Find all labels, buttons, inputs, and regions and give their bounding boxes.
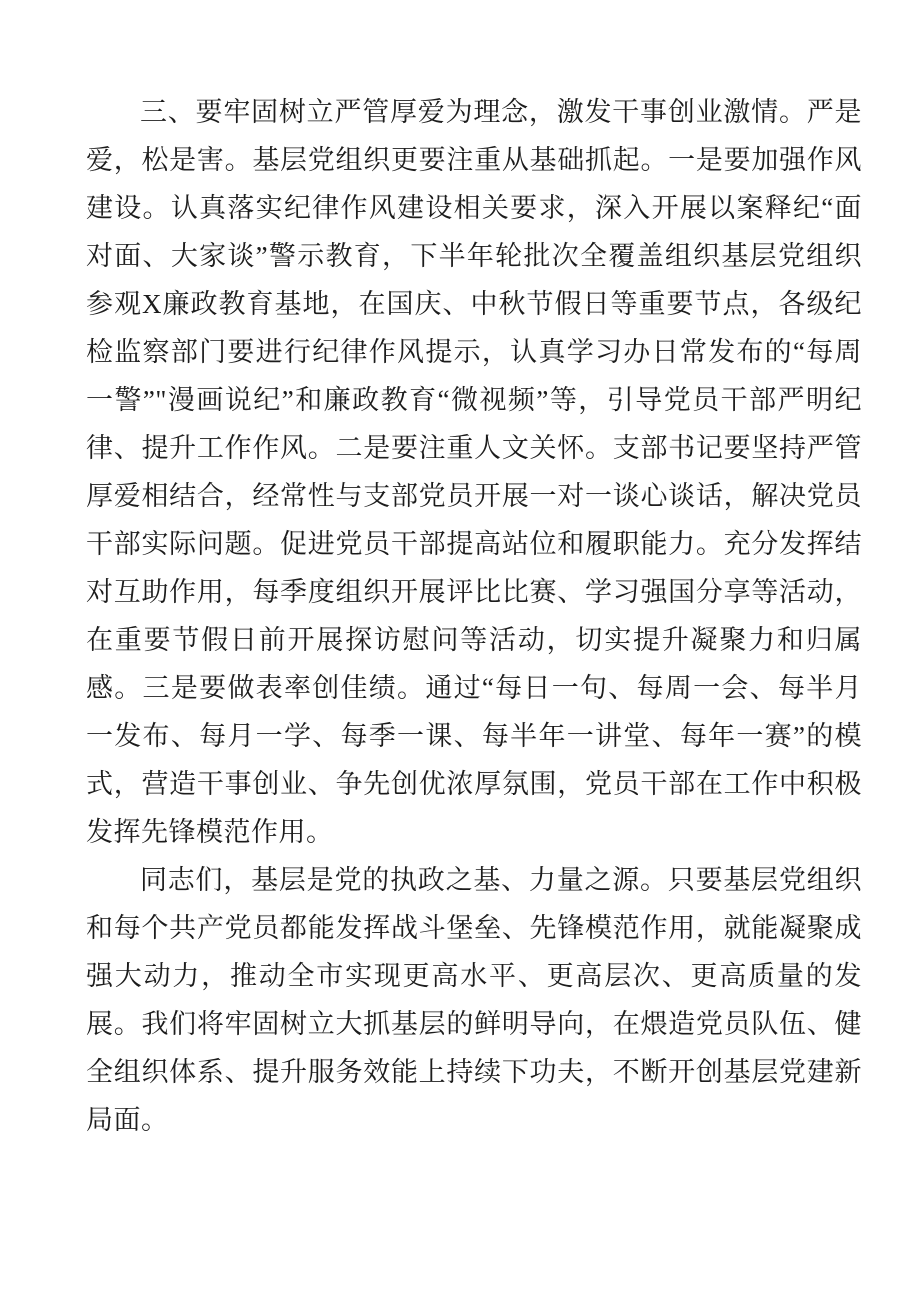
paragraph-section-three: 三、要牢固树立严管厚爱为理念，激发干事创业激情。严是爱，松是害。基层党组织更要注重从基础抓起。一是要加强作风建设。认真落实纪律作风建设相关要求，深入开展以案释纪“面对面、大家谈”警示教育，下半年轮批次全覆盖组织基层党组织参观X廉政教育基地，在国庆、中秋节假日等重要节点，各级纪检监察部门要进行纪律作风提示，认真学习办日常发布的“每周一警”"漫画说纪”和廉政教育“微视频”等，引导党员干部严明纪律、提升工作作风。二是要注重人文关怀。支部书记要坚持严管厚爱相结合，经常性与支部党员开展一对一谈心谈话，解决党员干部实际问题。促进党员干部提高站位和履职能力。充分发挥结对互助作用，每季度组织开展评比比赛、学习强国分享等活动，在重要节假日前开展探访慰问等活动，切实提升凝聚力和归属感。三是要做表率创佳绩。通过“每日一句、每周一会、每半月一发布、每月一学、每季一课、每半年一讲堂、每年一赛”的模式，营造干事创业、争先创优浓厚氛围，党员干部在工作中积极发挥先锋模范作用。	[86, 97, 862, 847]
document-body	[86, 88, 862, 1144]
paragraph-closing: 同志们，基层是党的执政之基、力量之源。只要基层党组织和每个共产党员都能发挥战斗堡垒、先锋模范作用，就能凝聚成强大动力，推动全市实现更高水平、更高层次、更高质量的发展。我们将牢固树立大抓基层的鲜明导向，在煨造党员队伍、健全组织体系、提升服务效能上持续下功夫，不断开创基层党建新局面。	[86, 865, 862, 1135]
